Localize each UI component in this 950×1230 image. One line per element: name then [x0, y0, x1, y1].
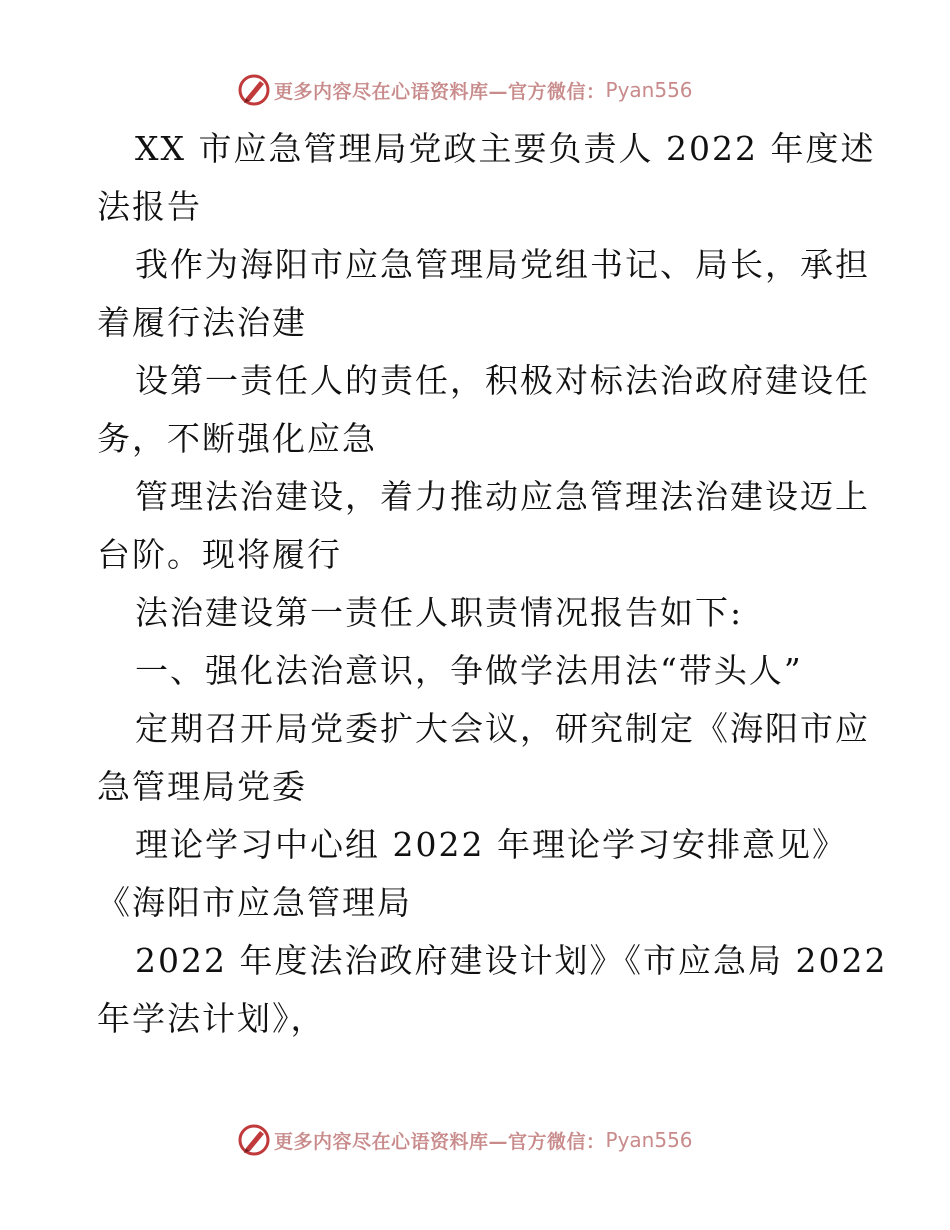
paragraph-line: 《海阳市应急管理局	[97, 883, 412, 922]
title-line-2: 法报告	[97, 187, 202, 226]
paragraph-line: 急管理局党委	[97, 767, 307, 806]
pen-logo-icon	[236, 1122, 272, 1158]
paragraph-line: 2022 年度法治政府建设计划》《市应急局 2022	[135, 941, 888, 980]
paragraph-line: 管理法治建设，着力推动应急管理法治建设迈上	[135, 477, 870, 516]
watermark-account: Pyan556	[605, 1128, 693, 1152]
paragraph-line: 我作为海阳市应急管理局党组书记、局长，承担	[135, 245, 870, 284]
title-line-1: XX 市应急管理局党政主要负责人 2022 年度述	[135, 129, 876, 168]
document-body	[97, 120, 888, 1048]
paragraph-line: 定期召开局党委扩大会议，研究制定《海阳市应	[135, 709, 870, 748]
watermark-footer	[236, 1122, 693, 1158]
paragraph-line: 法治建设第一责任人职责情况报告如下:	[135, 593, 744, 632]
watermark-text: 更多内容尽在心语资料库—官方微信：	[274, 80, 606, 103]
section-heading: 一、强化法治意识，争做学法用法“带头人”	[135, 651, 803, 690]
paragraph-line: 理论学习中心组 2022 年理论学习安排意见》	[135, 825, 847, 864]
watermark-text: 更多内容尽在心语资料库—官方微信：	[274, 1130, 606, 1153]
paragraph-line: 设第一责任人的责任，积极对标法治政府建设任	[135, 361, 870, 400]
watermark-account: Pyan556	[605, 78, 693, 102]
paragraph-line: 年学法计划》，	[97, 999, 326, 1038]
paragraph-line: 台阶。现将履行	[97, 535, 342, 574]
paragraph-line: 务，不断强化应急	[97, 419, 377, 458]
paragraph-line: 着履行法治建	[97, 303, 307, 342]
pen-logo-icon	[236, 72, 272, 108]
watermark-header	[236, 72, 693, 108]
